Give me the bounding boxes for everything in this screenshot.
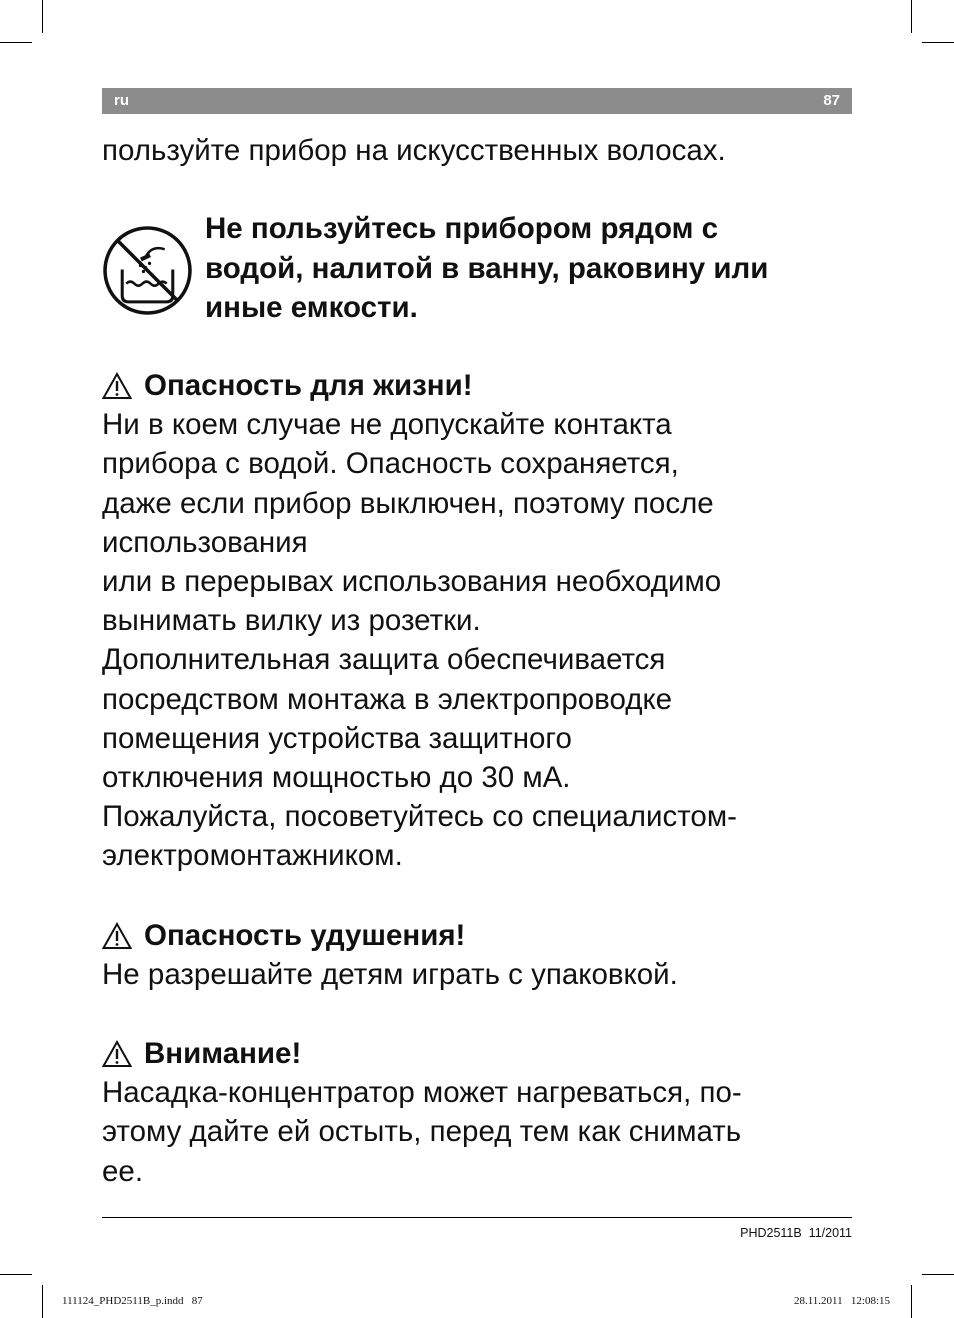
text-line: Дополнительная защита обеспечивается xyxy=(102,643,666,677)
page-number: 87 xyxy=(823,92,840,109)
attention-section xyxy=(102,1034,862,1191)
footer-rule xyxy=(102,1217,852,1218)
section-title: Опасность для жизни! xyxy=(144,369,473,402)
text-line: этому дайте ей остыть, перед тем как снимать xyxy=(102,1115,742,1149)
language-code: ru xyxy=(114,92,129,109)
crop-mark xyxy=(911,0,912,33)
page-header-bar xyxy=(102,88,852,114)
text-line: посредством монтажа в электропроводке xyxy=(102,682,673,716)
text-line: даже если прибор выключен, поэтому после xyxy=(102,486,714,520)
footer-model-date: PHD2511B 11/2011 xyxy=(740,1226,852,1240)
text-line: использования xyxy=(102,525,308,559)
text-line: вынимать вилку из розетки. xyxy=(102,604,481,638)
danger-life-section xyxy=(102,366,862,876)
warning-triangle-icon xyxy=(102,372,132,400)
crop-mark xyxy=(0,42,32,43)
text-line: Не разрешайте детям играть с упаковкой. xyxy=(102,958,678,992)
text-line: ее. xyxy=(102,1154,144,1188)
warning-line: Не пользуйтесь прибором рядом с xyxy=(205,212,719,245)
section-heading xyxy=(102,366,862,405)
crop-mark xyxy=(922,1274,954,1275)
text-line: Пожалуйста, посоветуйтесь со специалистом- xyxy=(102,800,737,834)
danger-suffocation-section xyxy=(102,916,862,994)
crop-mark xyxy=(42,0,43,33)
crop-mark xyxy=(911,1285,912,1318)
section-heading xyxy=(102,916,862,955)
crop-mark xyxy=(42,1285,43,1318)
no-water-bath-icon xyxy=(102,225,193,316)
print-slug-file: 111124_PHD2511B_p.indd 87 xyxy=(62,1295,203,1307)
text-line: помещения устройства защитного xyxy=(102,721,572,755)
section-title: Внимание! xyxy=(144,1037,302,1070)
text-line: прибора с водой. Опасность сохраняется, xyxy=(102,447,679,481)
crop-mark xyxy=(922,42,954,43)
text-line: Насадка-концентратор может нагреваться, по- xyxy=(102,1076,742,1110)
crop-mark xyxy=(0,1274,32,1275)
text-line: электромонтажником. xyxy=(102,839,403,873)
warning-line: водой, налитой в ванну, раковину или xyxy=(205,251,769,285)
text-line: пользуйте прибор на искусственных волосах. xyxy=(102,134,726,167)
print-slug-datetime: 28.11.2011 12:08:15 xyxy=(793,1295,890,1307)
warning-line: иные емкости. xyxy=(205,291,418,324)
section-heading xyxy=(102,1034,862,1073)
text-line: Ни в коем случае не допускайте контакта xyxy=(102,408,672,442)
text-line: или в перерывах использования необходимо xyxy=(102,565,722,599)
text-line: отключения мощностью до 30 мА. xyxy=(102,761,571,795)
intro-text xyxy=(102,131,852,170)
warning-triangle-icon xyxy=(102,922,132,950)
section-title: Опасность удушения! xyxy=(144,919,466,952)
warning-triangle-icon xyxy=(102,1040,132,1068)
